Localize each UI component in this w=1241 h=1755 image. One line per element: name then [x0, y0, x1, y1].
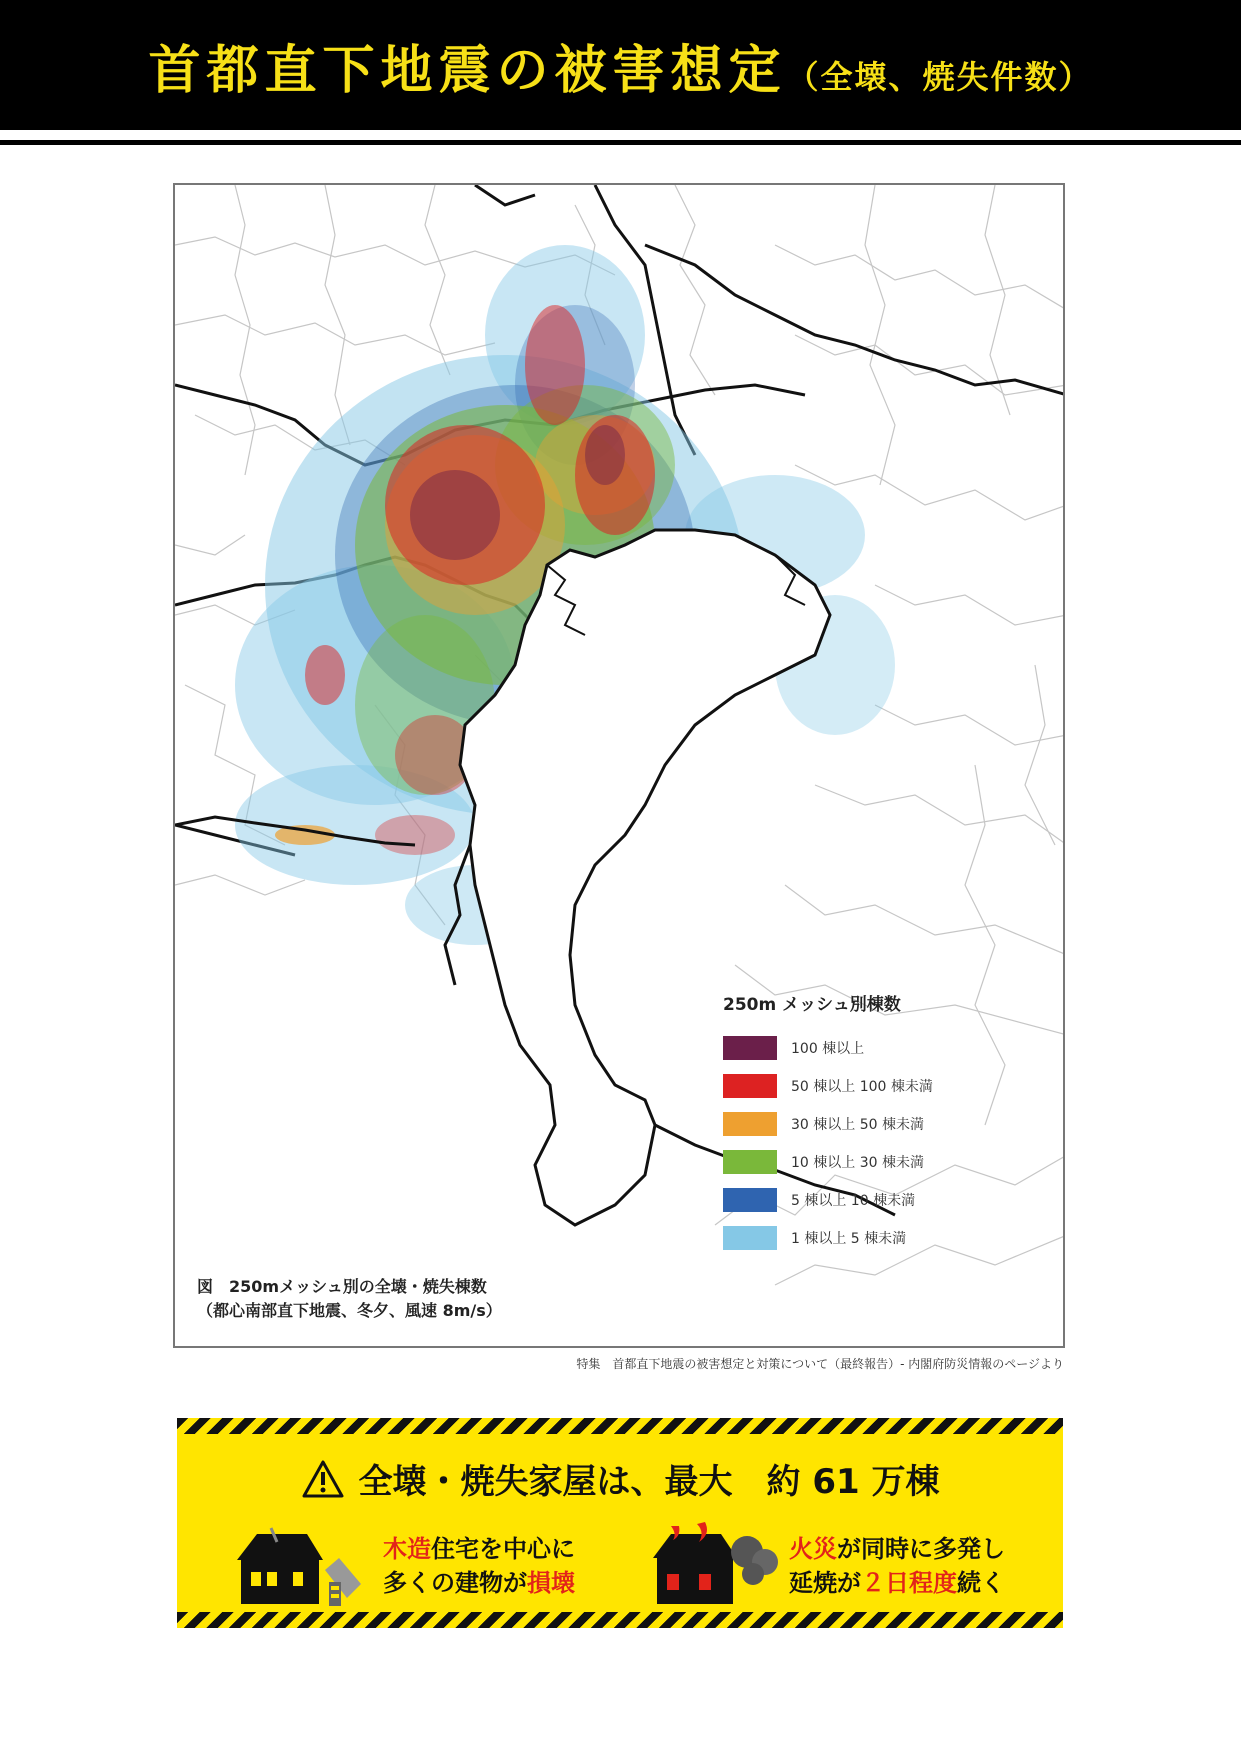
- fact-collapse-text: [383, 1532, 575, 1600]
- legend-label: 100 棟以上: [791, 1041, 865, 1057]
- header-band: [0, 0, 1241, 130]
- legend-item: [723, 1143, 1043, 1181]
- hazard-stripe-top: [177, 1418, 1063, 1434]
- map-legend: [723, 990, 1043, 1257]
- warning-panel: [177, 1418, 1063, 1628]
- fact-fire-line2a: 延焼が: [789, 1569, 861, 1597]
- legend-swatch: [723, 1188, 777, 1212]
- legend-item: [723, 1181, 1043, 1219]
- fact-fire-line2b: 続く: [957, 1569, 1005, 1597]
- fact-fire-line1: が同時に多発し: [837, 1535, 1005, 1563]
- keyword-fire: 火災: [789, 1535, 837, 1563]
- fact-fire-text: [789, 1532, 1005, 1600]
- legend-label: 1 棟以上 5 棟未満: [791, 1231, 907, 1247]
- damage-map: [173, 183, 1065, 1348]
- legend-item: [723, 1105, 1043, 1143]
- header-divider: [0, 140, 1241, 145]
- warning-icon: [301, 1459, 345, 1499]
- legend-swatch: [723, 1074, 777, 1098]
- keyword-wooden: 木造: [383, 1535, 431, 1563]
- title-main: 首都直下地震の被害想定: [148, 41, 787, 101]
- page-title: [0, 28, 1241, 103]
- keyword-two-days: ２日程度: [861, 1569, 957, 1597]
- legend-label: 50 棟以上 100 棟未満: [791, 1079, 933, 1095]
- legend-swatch: [723, 1226, 777, 1250]
- title-subtitle: （全壊、焼失件数）: [786, 58, 1093, 96]
- burning-house-icon: [649, 1522, 789, 1612]
- hazard-stripe-bottom: [177, 1612, 1063, 1628]
- fact-collapse-line2: 多くの建物が: [383, 1569, 527, 1597]
- caption-line-2: （都心南部直下地震、冬夕、風速 8m/s）: [197, 1301, 502, 1320]
- fact-fire: [649, 1522, 1049, 1612]
- legend-title: 250m メッシュ別棟数: [723, 995, 901, 1015]
- legend-swatch: [723, 1036, 777, 1060]
- legend-item: [723, 1219, 1043, 1257]
- map-caption: [197, 1275, 502, 1323]
- legend-label: 10 棟以上 30 棟未満: [791, 1155, 924, 1171]
- keyword-damage: 損壊: [527, 1569, 575, 1597]
- legend-label: 30 棟以上 50 棟未満: [791, 1117, 924, 1133]
- damage-headline: [177, 1454, 1063, 1503]
- legend-label: 5 棟以上 10 棟未満: [791, 1193, 916, 1209]
- legend-item: [723, 1029, 1043, 1067]
- fact-collapse: [227, 1522, 627, 1612]
- legend-item: [723, 1067, 1043, 1105]
- headline-text: 全壊・焼失家屋は、最大 約 61 万棟: [358, 1462, 940, 1502]
- caption-line-1: 図 250mメッシュ別の全壊・焼失棟数: [197, 1277, 487, 1296]
- legend-swatch: [723, 1112, 777, 1136]
- collapsed-house-icon: [227, 1522, 377, 1612]
- source-credit: 特集 首都直下地震の被害想定と対策について（最終報告）- 内閣府防災情報のページより: [576, 1357, 1064, 1371]
- fact-collapse-line1: 住宅を中心に: [431, 1535, 575, 1563]
- legend-swatch: [723, 1150, 777, 1174]
